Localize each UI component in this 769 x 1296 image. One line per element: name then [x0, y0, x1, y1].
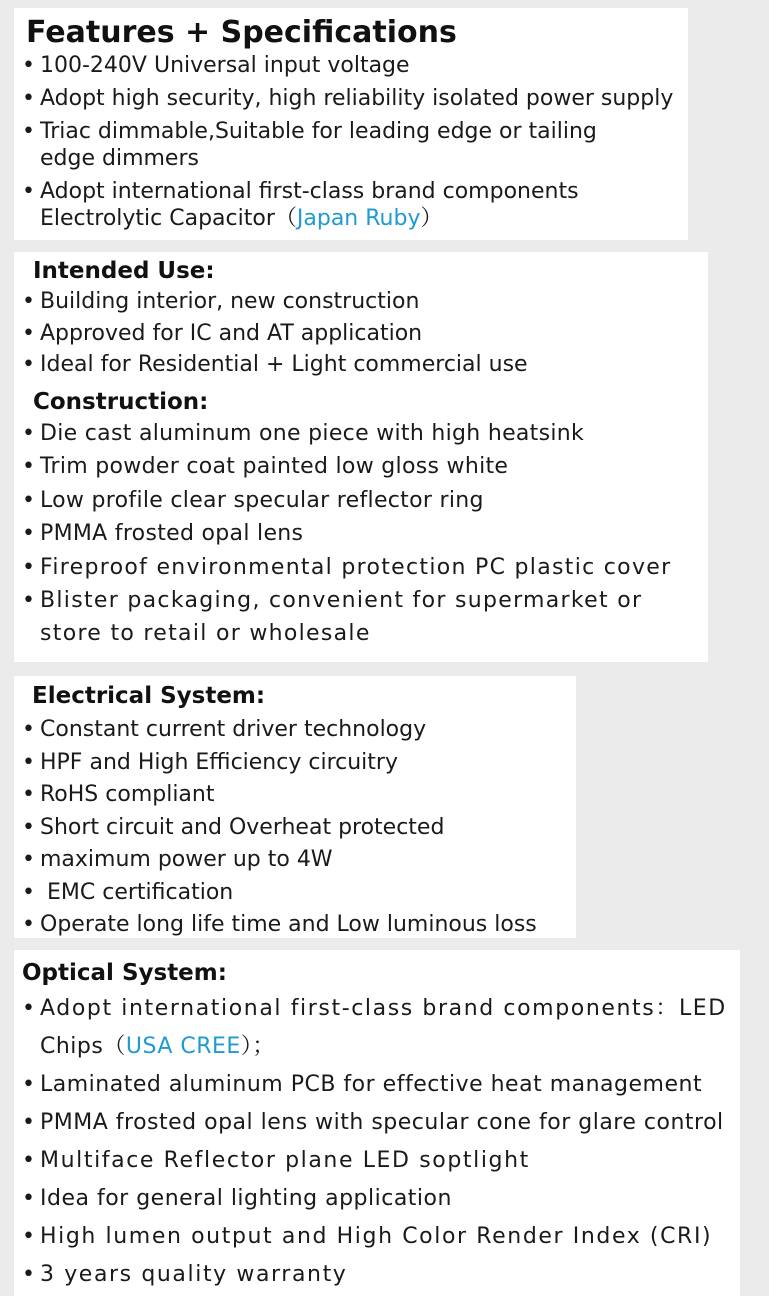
- brand-highlight: Japan Ruby: [296, 206, 421, 231]
- list-item: [20, 178, 688, 232]
- list-item: [20, 990, 740, 1066]
- intended-use-title: Intended Use:: [33, 258, 215, 284]
- list-item: • High lumen output and High Color Render Index (CRI): [20, 1218, 740, 1256]
- list-item: • HPF and High Efficiency circuitry: [20, 747, 576, 780]
- electrical-list: [20, 714, 576, 942]
- chips-label: Chips（: [40, 1034, 126, 1059]
- list-item: [20, 584, 708, 650]
- list-item: • Short circuit and Overheat protected: [20, 812, 576, 845]
- list-item: • 3 years quality warranty: [20, 1256, 740, 1294]
- optical-panel: [14, 950, 740, 1296]
- intended-use-panel: [14, 252, 708, 662]
- bracket-close: ）；: [240, 1034, 275, 1059]
- features-title: Features + Specifications: [26, 15, 457, 50]
- optical-title: Optical System:: [22, 960, 227, 986]
- item-text-continued: edge dimmers: [40, 146, 199, 171]
- list-item: • Building interior, new construction: [20, 286, 708, 318]
- item-text: 100-240V Universal input voltage: [40, 53, 410, 78]
- item-text-continued: [40, 205, 688, 232]
- item-text-continued: [40, 1028, 740, 1066]
- optical-list: [20, 990, 740, 1294]
- list-item: • maximum power up to 4W: [20, 844, 576, 877]
- list-item: • Multiface Reflector plane LED soptlight: [20, 1142, 740, 1180]
- list-item: • EMC certification: [20, 877, 576, 910]
- list-item: [20, 52, 688, 79]
- item-text: Blister packaging, convenient for supermarket or: [40, 588, 643, 613]
- list-item: • Operate long life time and Low luminous loss: [20, 909, 576, 942]
- electrical-panel: [14, 676, 576, 938]
- list-item: [20, 118, 688, 172]
- list-item: • Low profile clear specular reflector ring: [20, 484, 708, 518]
- item-text: Triac dimmable,Suitable for leading edge or tailing: [40, 119, 597, 144]
- list-item: [20, 85, 688, 112]
- list-item: • Laminated aluminum PCB for effective heat management: [20, 1066, 740, 1104]
- features-list: [20, 52, 688, 232]
- list-item: • Fireproof environmental protection PC plastic cover: [20, 551, 708, 585]
- list-item: • RoHS compliant: [20, 779, 576, 812]
- list-item: • PMMA frosted opal lens with specular cone for glare control: [20, 1104, 740, 1142]
- features-panel: [14, 8, 688, 240]
- item-text: Adopt international first-class brand components: [40, 179, 579, 204]
- brand-highlight: USA CREE: [125, 1034, 241, 1059]
- list-item: • Approved for IC and AT application: [20, 318, 708, 350]
- list-item: • Die cast aluminum one piece with high heatsink: [20, 417, 708, 451]
- item-text: Adopt high security, high reliability isolated power supply: [40, 86, 674, 111]
- electrical-title: Electrical System:: [32, 683, 266, 709]
- list-item: • Trim powder coat painted low gloss white: [20, 450, 708, 484]
- list-item: • Constant current driver technology: [20, 714, 576, 747]
- intended-use-list: [20, 286, 708, 381]
- list-item: • PMMA frosted opal lens: [20, 517, 708, 551]
- construction-title: Construction:: [33, 388, 209, 415]
- list-item: • Ideal for Residential + Light commercial use: [20, 349, 708, 381]
- list-item: • Idea for general lighting application: [20, 1180, 740, 1218]
- item-text: Adopt international first-class brand components：LED: [40, 996, 727, 1021]
- construction-list: [20, 417, 708, 650]
- capacitor-label: Electrolytic Capacitor（: [40, 206, 297, 231]
- item-text-continued: store to retail or wholesale: [40, 620, 371, 646]
- bracket-close: ）: [420, 206, 443, 231]
